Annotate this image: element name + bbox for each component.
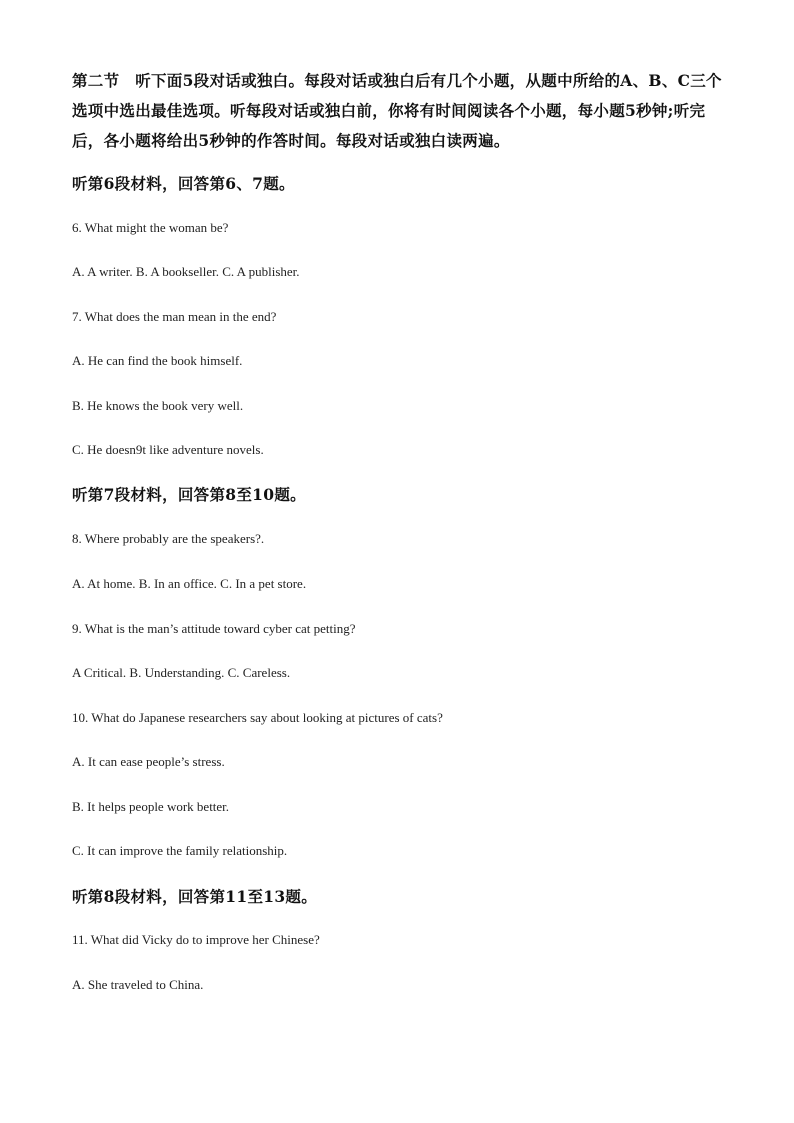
question-7-option-a: A. He can find the book himself. (72, 353, 243, 368)
question-10-option-b: B. It helps people work better. (72, 799, 230, 814)
question-10-option-c: C. It can improve the family relationship. (72, 843, 288, 858)
question-6-options: A. A writer. B. A bookseller. C. A publisher. (72, 264, 300, 279)
passage-heading-6: 听第6段材料，回答第6、7题。 (72, 174, 295, 193)
passage-heading-8: 听第8段材料，回答第11至13题。 (72, 887, 318, 906)
question-11: 11. What did Vicky do to improve her Chinese? (72, 932, 320, 947)
question-7-option-c: C. He doesn9t like adventure novels. (72, 442, 264, 457)
question-6: 6. What might the woman be? (72, 220, 229, 235)
question-10-option-a: A. It can ease people’s stress. (72, 754, 225, 769)
question-7: 7. What does the man mean in the end? (72, 309, 277, 324)
question-9-options: A Critical. B. Understanding. C. Careless. (72, 665, 291, 680)
passage-heading-7: 听第7段材料，回答第8至10题。 (72, 485, 306, 504)
question-8: 8. Where probably are the speakers?. (72, 531, 265, 546)
question-10: 10. What do Japanese researchers say about looking at pictures of cats? (72, 710, 443, 725)
question-11-option-a: A. She traveled to China. (72, 977, 204, 992)
question-9: 9. What is the man’s attitude toward cyber cat petting? (72, 621, 356, 636)
section-intro: 第二节 听下面5段对话或独白。每段对话或独白后有几个小题，从题中所给的A、B、C三个选项中选出最佳选项。听每段对话或独白前，你将有时间阅读各个小题，每小题5秒钟;听完后，各小题将给出5秒钟的作答时间。每段对话或独白读两遍。 (72, 71, 722, 150)
question-8-options: A. At home. B. In an office. C. In a pet store. (72, 576, 307, 591)
question-7-option-b: B. He knows the book very well. (72, 398, 244, 413)
